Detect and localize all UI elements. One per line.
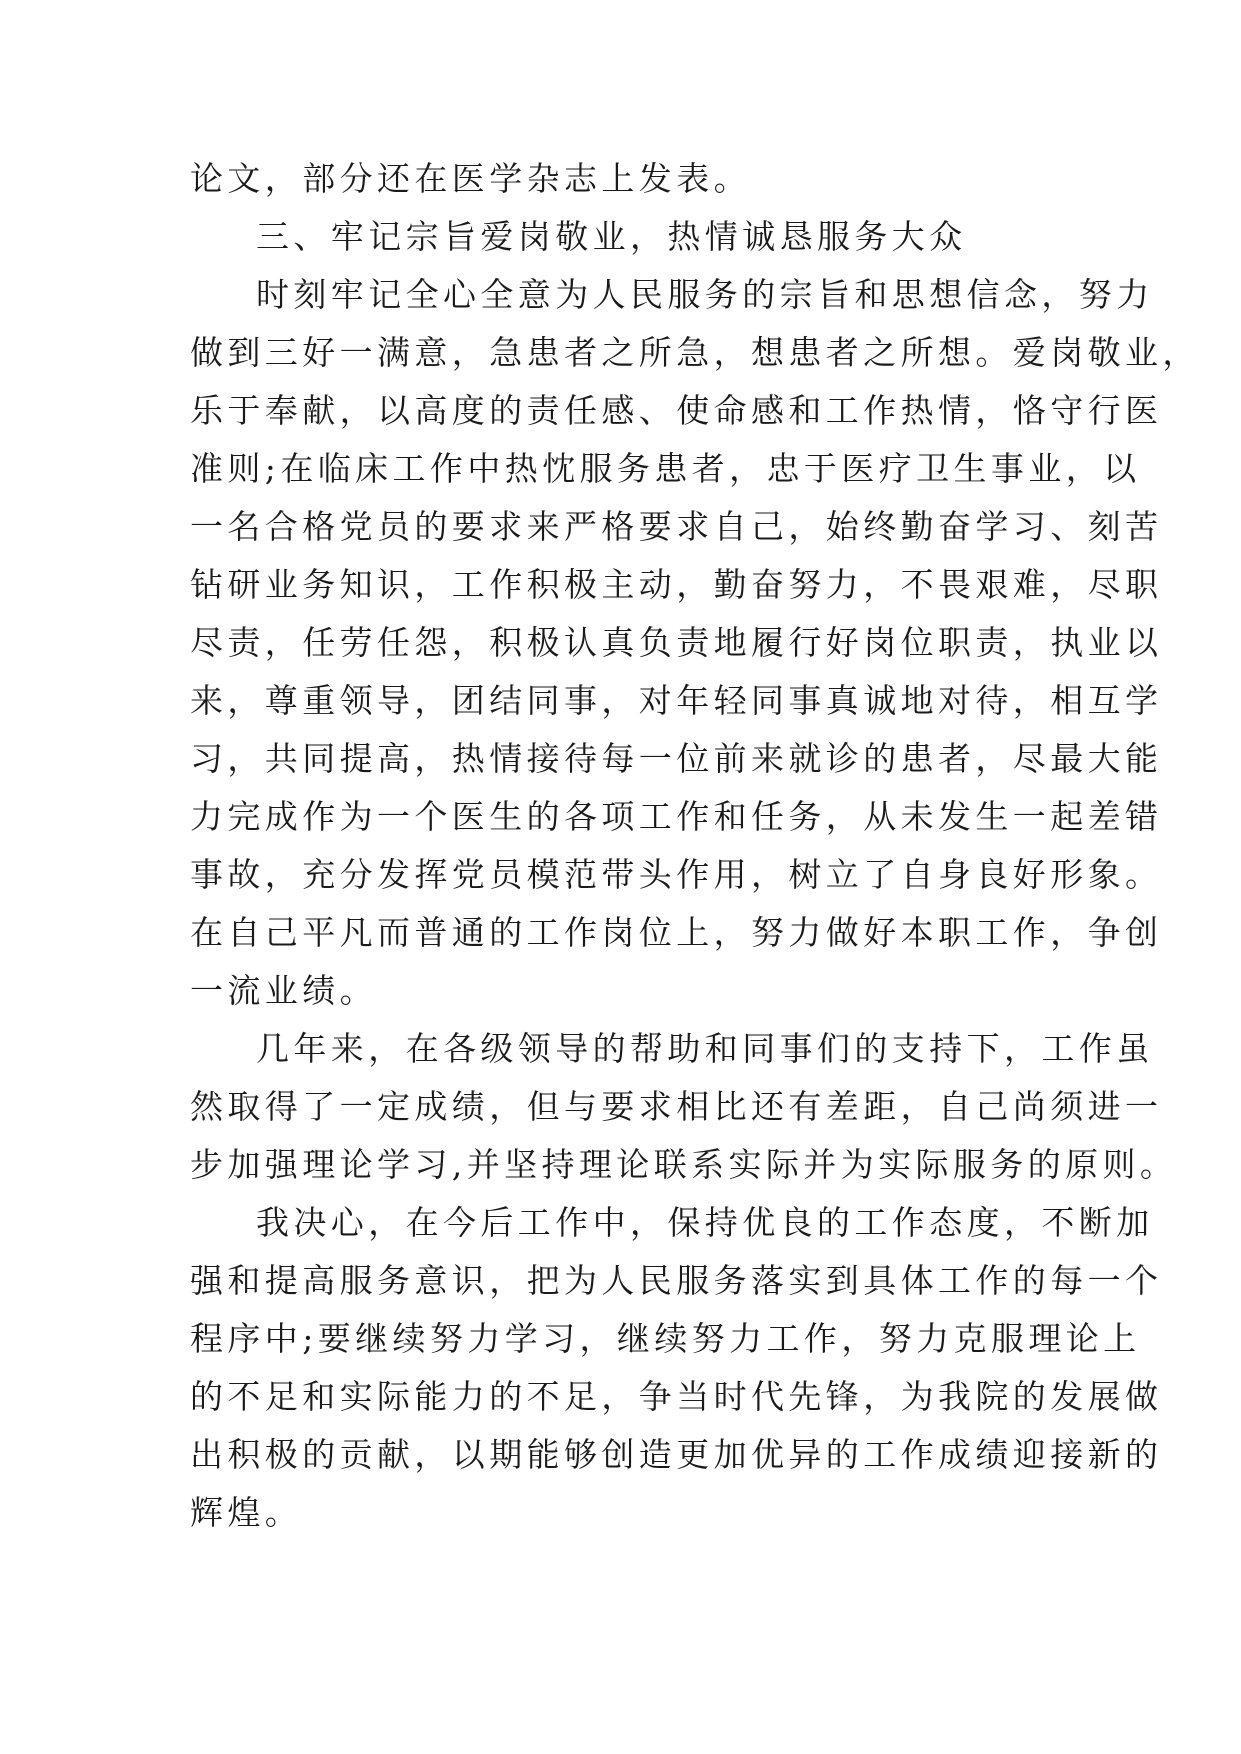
text-line: 做到三好一满意，急患者之所急，想患者之所想。爱岗敬业， xyxy=(190,333,1200,372)
paragraph-start-line: 几年来，在各级领导的帮助和同事们的支持下，工作虽 xyxy=(256,1029,1154,1068)
text-line: 在自己平凡而普通的工作岗位上，努力做好本职工作，争创 xyxy=(190,913,1163,952)
text-line: 一流业绩。 xyxy=(190,971,377,1010)
text-line: 出积极的贡献，以期能够创造更加优异的工作成绩迎接新的 xyxy=(190,1435,1163,1474)
section-heading: 三、牢记宗旨爱岗敬业，热情诚恳服务大众 xyxy=(256,217,967,256)
body-text xyxy=(190,150,1200,1542)
text-line: 事故，充分发挥党员模范带头作用，树立了自身良好形象。 xyxy=(190,855,1163,894)
text-line: 论文，部分还在医学杂志上发表。 xyxy=(190,159,751,198)
paragraph-start-line: 时刻牢记全心全意为人民服务的宗旨和思想信念，努力 xyxy=(256,275,1154,314)
text-line: 尽责，任劳任怨，积极认真负责地履行好岗位职责，执业以 xyxy=(190,623,1163,662)
text-line: 钻研业务知识，工作积极主动，勤奋努力，不畏艰难，尽职 xyxy=(190,565,1163,604)
text-line: 习，共同提高，热情接待每一位前来就诊的患者，尽最大能 xyxy=(190,739,1163,778)
text-line: 然取得了一定成绩，但与要求相比还有差距，自己尚须进一 xyxy=(190,1087,1163,1126)
text-line: 一名合格党员的要求来严格要求自己，始终勤奋学习、刻苦 xyxy=(190,507,1163,546)
text-line: 准则;在临床工作中热忱服务患者，忠于医疗卫生事业，以 xyxy=(190,449,1141,488)
text-line: 步加强理论学习,并坚持理论联系实际并为实际服务的原则。 xyxy=(190,1145,1178,1184)
text-line: 力完成作为一个医生的各项工作和任务，从未发生一起差错 xyxy=(190,797,1163,836)
text-line: 的不足和实际能力的不足，争当时代先锋，为我院的发展做 xyxy=(190,1377,1163,1416)
text-line: 辉煌。 xyxy=(190,1493,303,1532)
text-line: 强和提高服务意识，把为人民服务落实到具体工作的每一个 xyxy=(190,1261,1163,1300)
text-line: 程序中;要继续努力学习，继续努力工作，努力克服理论上 xyxy=(190,1319,1141,1358)
text-line: 来，尊重领导，团结同事，对年轻同事真诚地对待，相互学 xyxy=(190,681,1163,720)
text-line: 乐于奉献，以高度的责任感、使命感和工作热情，恪守行医 xyxy=(190,391,1163,430)
paragraph-start-line: 我决心，在今后工作中，保持优良的工作态度，不断加 xyxy=(256,1203,1154,1242)
